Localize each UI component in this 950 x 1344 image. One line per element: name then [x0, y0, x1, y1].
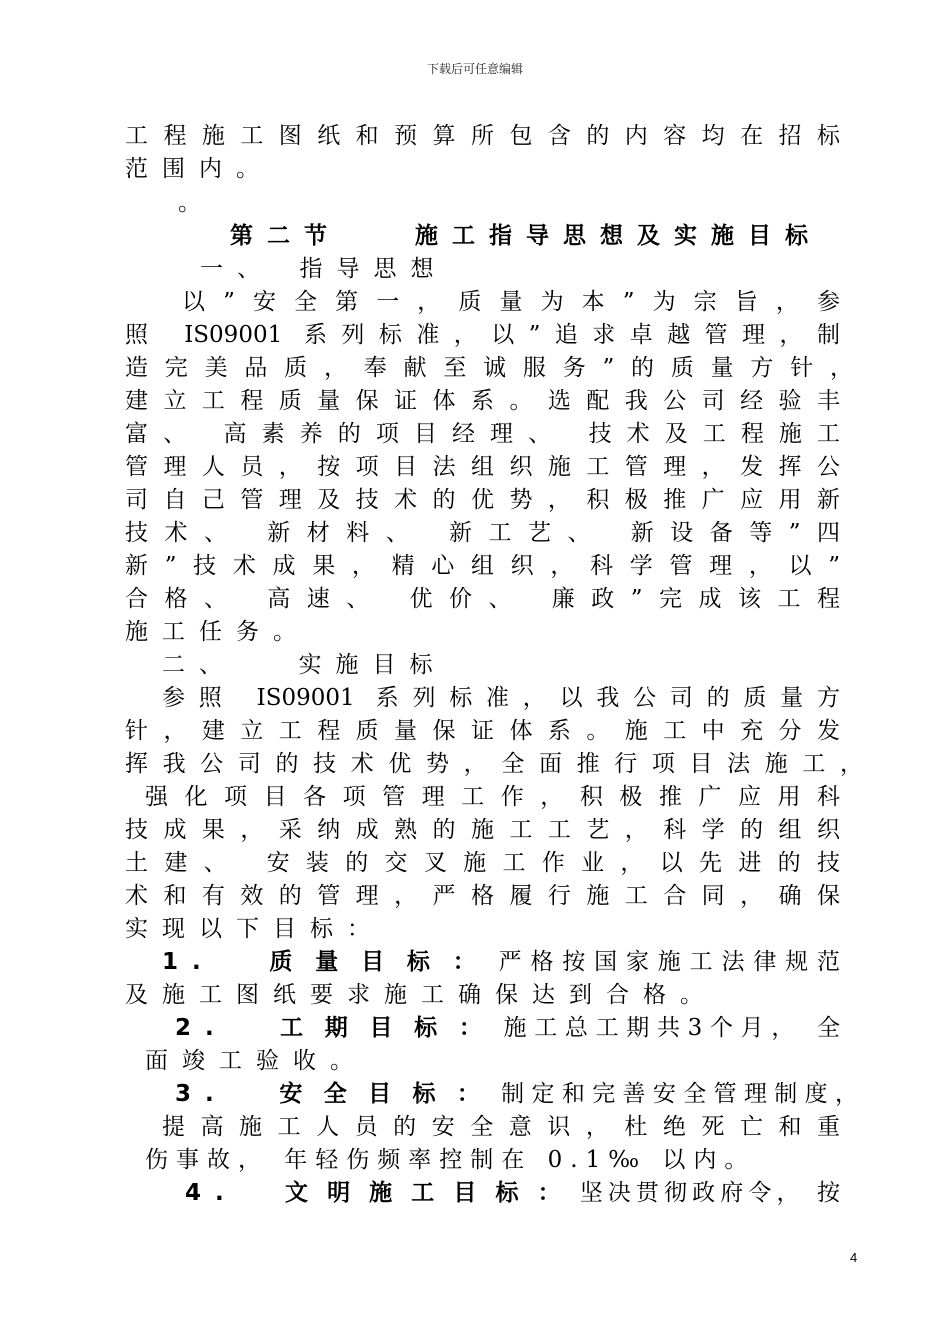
body-line: 面竣工验收。 — [145, 1048, 367, 1074]
body-line: 施工任务。 — [125, 619, 310, 645]
goal-label: 2. 工期目标： — [175, 1015, 504, 1041]
body-line: 工程施工图纸和预算所包含的内容均在招标 — [125, 123, 840, 149]
goal-text: 制定和完善安全管理制度， — [501, 1081, 858, 1107]
body-line: 范围内。 — [125, 156, 273, 182]
goal-text: 施工总工期共3个月， 全 — [503, 1015, 840, 1041]
page-number: 4 — [850, 1250, 858, 1265]
goal-label: 1. 质量目标： — [162, 949, 499, 975]
body-line: 合格、 高速、 优价、 廉政”完成该工程 — [125, 586, 840, 612]
body-line: 针，建立工程质量保证体系。施工中充分发 — [125, 718, 840, 744]
body-line: 挥我公司的技术优势，全面推行项目法施工， — [125, 751, 863, 777]
subheading-guiding-thought: 一、 指导思想 — [200, 256, 448, 282]
body-line: 实现以下目标： — [125, 916, 384, 942]
body-line: 及施工图纸要求施工确保达到合格。 — [125, 982, 717, 1008]
goal-text: 严格按国家施工法律规范 — [498, 949, 840, 975]
body-line: 提高施工人员的安全意识，杜绝死亡和重 — [162, 1114, 840, 1140]
body-line: 照 IS09001 系列标准，以”追求卓越管理，制 — [125, 322, 840, 348]
goal-label: 4. 文明施工目标： — [185, 1180, 580, 1206]
body-line: 富、 高素养的项目经理、 技术及工程施工 — [125, 421, 840, 447]
header-note: 下载后可任意编辑 — [426, 62, 523, 76]
body-line: 术和有效的管理，严格履行施工合同，确保 — [125, 883, 840, 909]
body-line: 以”安全第一，质量为本”为宗旨，参 — [182, 289, 840, 315]
goal-civilized-construction — [185, 1177, 840, 1210]
subheading-implementation-goals: 二、 实施目标 — [162, 652, 447, 678]
goal-schedule — [175, 1012, 840, 1045]
body-line: 技成果，采纳成熟的施工工艺，科学的组织 — [125, 817, 840, 843]
body-line: 参照 IS09001 系列标准，以我公司的质量方 — [162, 685, 840, 711]
body-line: 建立工程质量保证体系。选配我公司经验丰 — [125, 388, 840, 414]
goal-label: 3. 安全目标： — [175, 1081, 502, 1107]
body-line: 管理人员，按项目法组织施工管理，发挥公 — [125, 454, 840, 480]
body-line: 造完美品质，奉献至诚服务”的质量方针， — [125, 355, 853, 381]
body-line: 伤事故， 年轻伤频率控制在 0.1‰ 以内。 — [145, 1147, 756, 1173]
goal-safety — [175, 1078, 858, 1111]
body-line: 土建、 安装的交叉施工作业，以先进的技 — [125, 850, 840, 876]
body-line: 司自己管理及技术的优势，积极推广应用新 — [125, 487, 840, 513]
goal-quality — [162, 946, 840, 979]
section-heading: 第二节 施工指导思想及实施目标 — [230, 223, 822, 249]
body-line: 新”技术成果，精心组织，科学管理，以” — [125, 553, 840, 579]
body-line: 。 — [178, 190, 201, 216]
body-line: 技术、 新材料、 新工艺、 新设备等”四 — [125, 520, 840, 546]
goal-text: 坚决贯彻政府令， 按 — [579, 1180, 840, 1206]
body-line: 强化项目各项管理工作，积极推广应用科 — [145, 784, 840, 810]
